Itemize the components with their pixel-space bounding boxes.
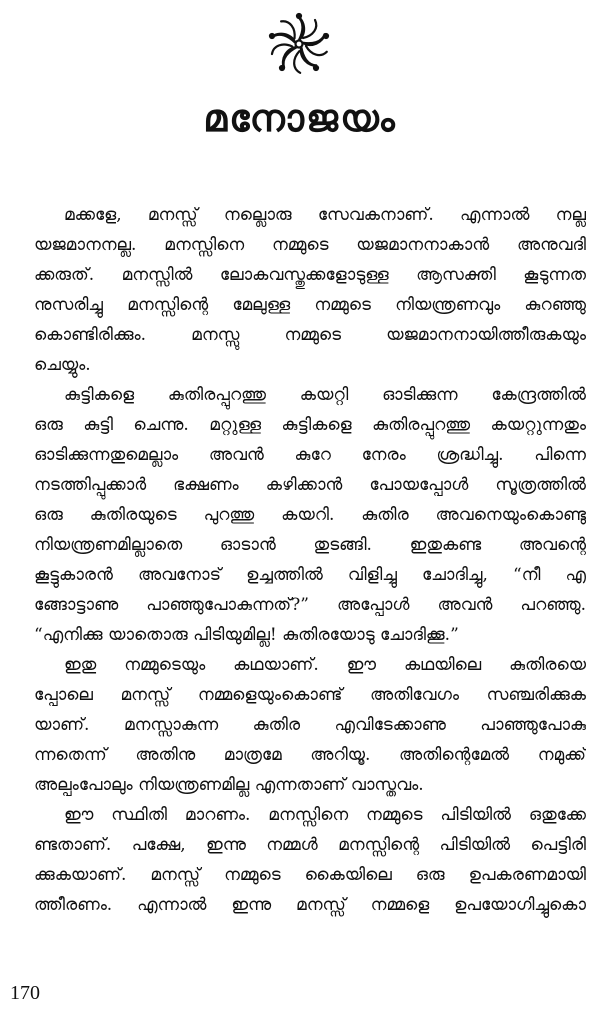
- flower-ornament-icon: [266, 10, 332, 76]
- text-line: ഒരു കുതിരയുടെ പുറത്തു കയറി. കുതിര അവനെയുംകൊണ്ടു: [34, 505, 586, 525]
- chapter-title: മനോജയം: [203, 95, 397, 140]
- text-line: പ്പോലെ മനസ്സ് നമ്മളെയുംകൊണ്ട് അതിവേഗം സഞ്ചരിക്കുക: [34, 685, 586, 705]
- text-line: നടത്തിപ്പുക്കാർ ഭക്ഷണം കഴിക്കാൻ പോയപ്പോൾ സൂത്രത്തിൽ: [34, 475, 586, 495]
- text-line: യാണ്. മനസ്സാകുന്ന കുതിര എവിടേക്കാണു പാഞ്ഞുപോകു: [34, 715, 586, 735]
- text-line: കൊണ്ടിരിക്കും. മനസ്സു നമ്മുടെ യജമാനനായിത്തീരുകയും: [34, 325, 586, 345]
- text-line: ക്കരുത്. മനസ്സിൽ ലോകവസ്തുക്കളോടുള്ള ആസക്തി കൂടുന്നത: [34, 265, 586, 285]
- text-line: ഈ സ്ഥിതി മാറണം. മനസ്സിനെ നമ്മുടെ പിടിയിൽ ഒതുക്കേ: [64, 805, 586, 825]
- text-line: ഓടിക്കുന്നതുമെല്ലാം അവൻ കുറേ നേരം ശ്രദ്ധിച്ചു. പിന്നെ: [34, 445, 586, 465]
- text-line: കൂട്ടുകാരൻ അവനോട് ഉച്ചത്തിൽ വിളിച്ചു ചോദിച്ചു, “നീ എ: [34, 565, 586, 585]
- text-line: ങ്ങോട്ടാണു പാഞ്ഞുപോകുന്നത്?” അപ്പോൾ അവൻ പറഞ്ഞു.: [34, 595, 586, 615]
- text-line: ചെയ്യും.: [34, 355, 91, 375]
- text-line: ന്നതെന്ന് അതിനു മാത്രമേ അറിയൂ. അതിന്റെമേൽ നമുക്ക്: [34, 745, 586, 765]
- text-line: “എനിക്കു യാതൊരു പിടിയുമില്ല! കുതിരയോടു ചോദിക്കൂ.”: [34, 625, 459, 645]
- text-line: കുട്ടികളെ കുതിരപ്പുറത്തു കയറ്റി ഓടിക്കുന്ന കേന്ദ്രത്തിൽ: [64, 385, 586, 405]
- text-line: മക്കളേ, മനസ്സ് നല്ലൊരു സേവകനാണ്. എന്നാൽ നല്ല: [64, 205, 586, 225]
- text-line: ണ്ടതാണ്. പക്ഷേ, ഇന്നു നമ്മൾ മനസ്സിന്റെ പിടിയിൽ പെട്ടിരി: [34, 835, 586, 855]
- text-line: ക്കുകയാണ്. മനസ്സ് നമ്മുടെ കൈയിലെ ഒരു ഉപകരണമായി: [34, 865, 586, 885]
- text-line: ഒരു കുട്ടി ചെന്നു. മറ്റുള്ള കുട്ടികളെ കുതിരപ്പുറത്തു കയറ്റുന്നതും: [34, 415, 586, 435]
- text-line: ത്തീരണം. എന്നാൽ ഇന്നു മനസ്സ് നമ്മളെ ഉപയോഗിച്ചുകൊ: [34, 895, 586, 915]
- text-line: യജമാനനല്ല. മനസ്സിനെ നമ്മുടെ യജമാനനാകാൻ അനുവദി: [34, 235, 586, 255]
- text-line: അല്പംപോലും നിയന്ത്രണമില്ല എന്നതാണ് വാസ്തവം.: [34, 775, 424, 795]
- text-line: നുസരിച്ചു മനസ്സിന്റെ മേലുള്ള നമ്മുടെ നിയന്ത്രണവും കുറഞ്ഞു: [34, 295, 586, 315]
- paragraph: [34, 380, 586, 650]
- body-text: [34, 200, 586, 920]
- text-line: നിയന്ത്രണമില്ലാതെ ഓടാൻ തുടങ്ങി. ഇതുകണ്ട അവന്റെ: [34, 535, 586, 555]
- paragraph: [34, 200, 586, 380]
- page-number: 170: [10, 982, 40, 1004]
- text-line: ഇതു നമ്മുടെയും കഥയാണ്. ഈ കഥയിലെ കുതിരയെ: [64, 655, 586, 675]
- paragraph: [34, 800, 586, 920]
- paragraph: [34, 650, 586, 800]
